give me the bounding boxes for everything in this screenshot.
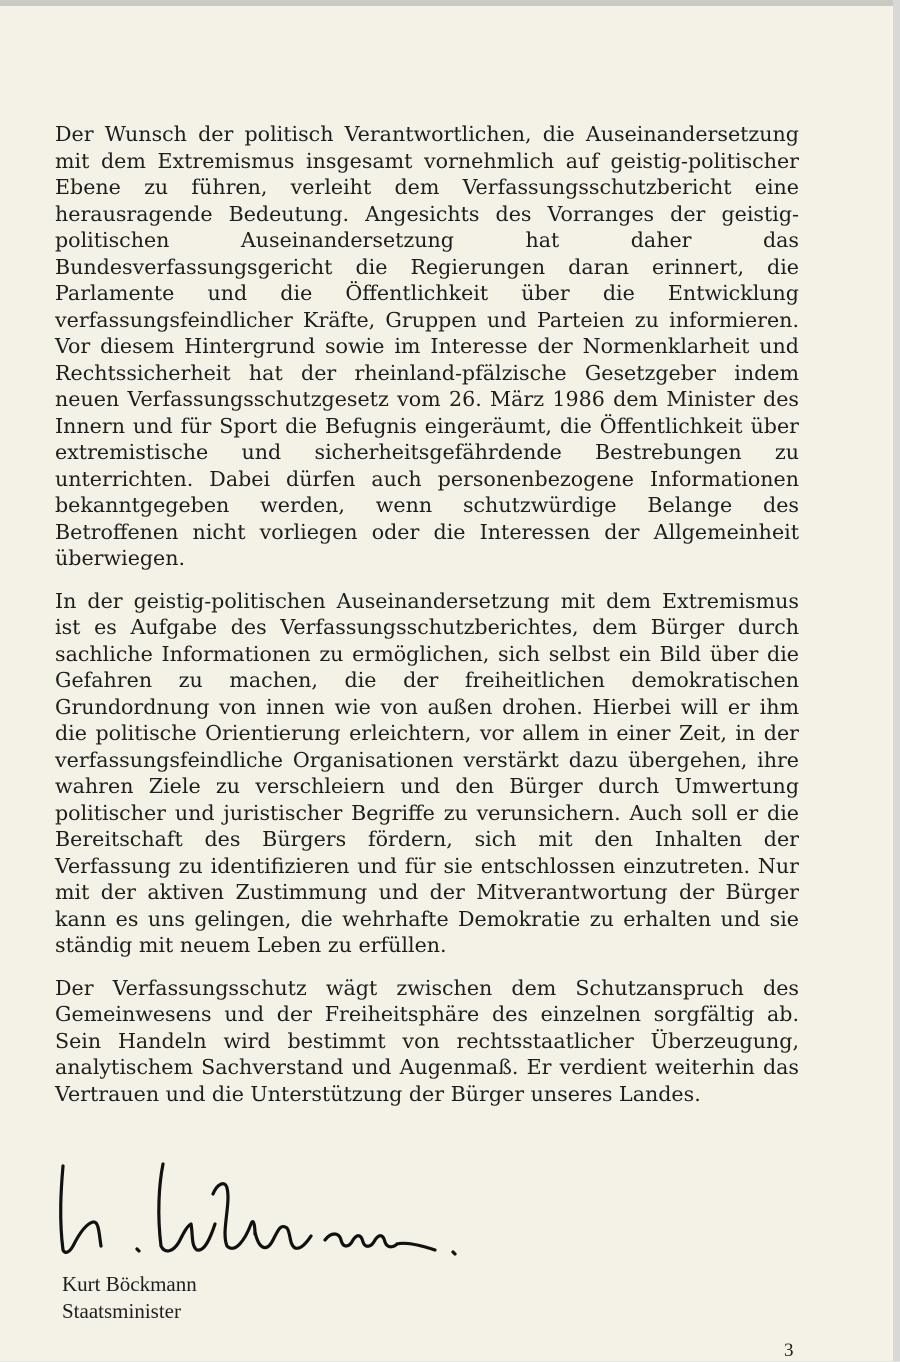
paragraph-3: Der Verfassungsschutz wägt zwischen dem Schutzanspruch des Gemeinwesens und der Freiheitsphäre des einzelnen sorgfältig ab. Sein Handeln wird bestimmt von rechtsstaatlicher Überzeugung, analytischem Sachverstand und Augenmaß. Er verdient weiterhin das Vertrauen und die Unterstützung der Bürger unseres Landes. [55,975,799,1106]
paragraph-1: Der Wunsch der politisch Verantwortlichen, die Auseinandersetzung mit dem Extremismus insgesamt vornehmlich auf geistig-politischer Ebene zu führen, verleiht dem Verfassungsschutzbericht eine herausragende Bedeutung. Angesichts des Vorranges der geistig-politischen Auseinandersetzung hat daher das Bundesverfassungsgericht die Regierungen daran erinnert, die Parlamente und die Öffentlichkeit über die Entwicklung verfassungsfeindlicher Kräfte, Gruppen und Parteien zu informieren. Vor diesem Hintergrund sowie im Interesse der Normenklarheit und Rechtssicherheit hat der rheinland-pfälzische Gesetzgeber indem neuen Verfassungsschutzgesetz vom 26. März 1986 dem Minister des Innern und für Sport die Befugnis eingeräumt, die Öffentlichkeit über extremistische und sicherheitsgefährdende Bestrebungen zu unterrichten. Dabei dürfen auch personenbezogene Informationen bekanntgegeben werden, wenn schutzwürdige Belange des Betroffenen nicht vorliegen oder die Interessen der Allgemeinheit überwiegen. [55,122,799,570]
signer-name: Kurt Böckmann [62,1272,197,1296]
page-edge [893,0,900,1361]
signer-block [62,1271,197,1325]
body-text [55,121,799,1123]
paragraph-2: In der geistig-politischen Auseinandersetzung mit dem Extremismus ist es Aufgabe des Verfassungsschutzberichtes, dem Bürger durch sachliche Informationen zu ermöglichen, sich selbst ein Bild über die Gefahren zu machen, die der freiheitlichen demokratischen Grundordnung von innen wie von außen drohen. Hierbei will er ihm die politische Orientierung erleichtern, vor allem in einer Zeit, in der verfassungsfeindliche Organisationen verstärkt dazu übergehen, ihre wahren Ziele zu verschleiern und den Bürger durch Umwertung politischer und juristischer Begriffe zu verunsichern. Auch soll er die Bereitschaft des Bürgers fördern, sich mit den Inhalten der Verfassung zu identifizieren und für sie entschlossen einzutreten. Nur mit der aktiven Zustimmung und der Mitverantwortung der Bürger kann es uns gelingen, die wehrhafte Demokratie zu erhalten und sie ständig mit neuem Leben zu erfüllen. [55,588,799,957]
signer-title: Staatsminister [62,1299,181,1323]
page-number: 3 [784,1340,794,1361]
handwritten-signature [55,1154,475,1264]
